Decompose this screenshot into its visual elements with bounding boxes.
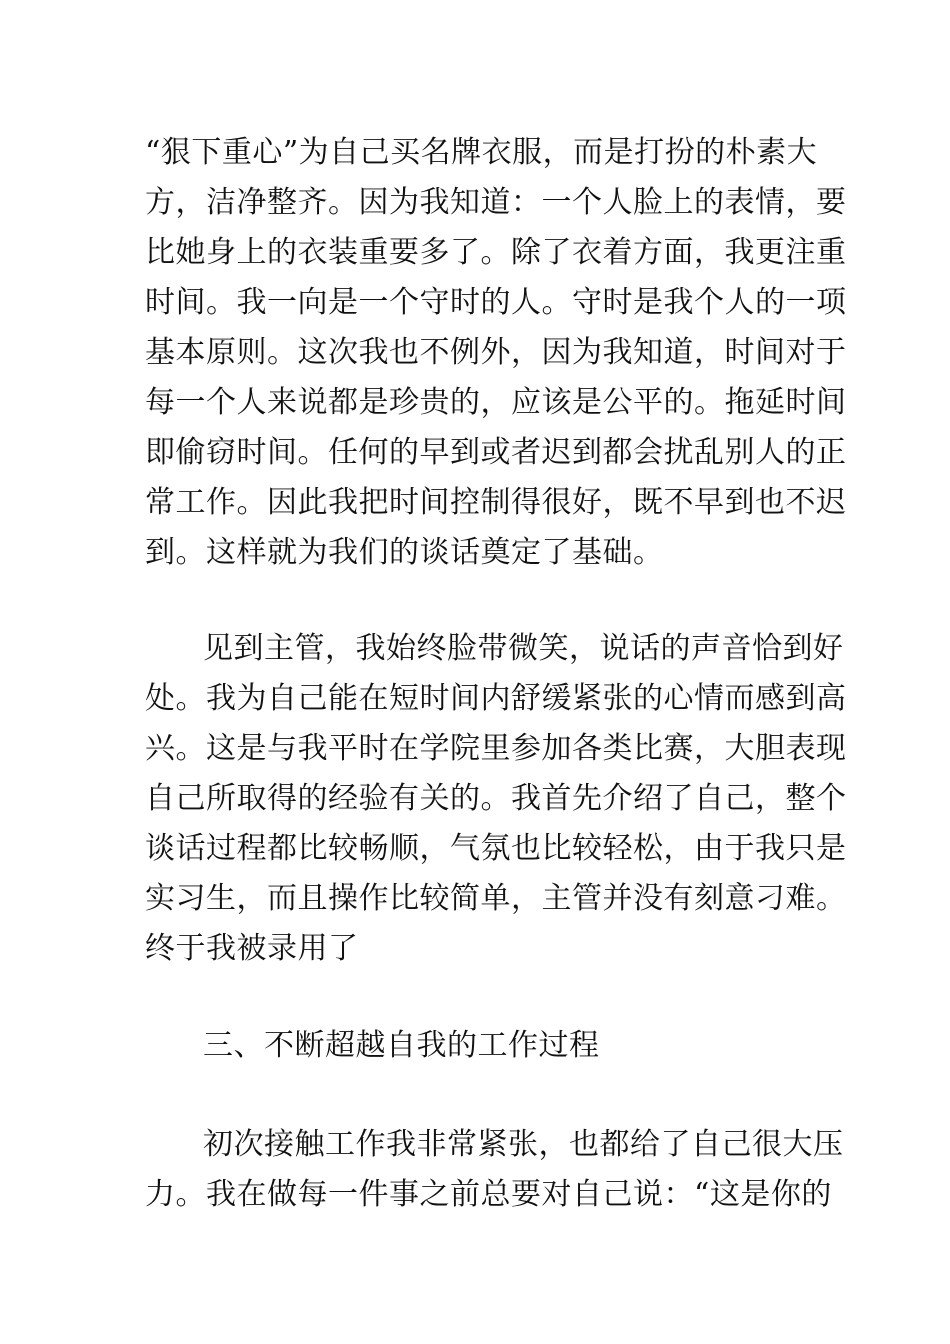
paragraph-2 bbox=[145, 624, 847, 974]
paragraph-line: 每一个人来说都是珍贵的，应该是公平的。拖延时间 bbox=[145, 385, 847, 420]
paragraph-line: 兴。这是与我平时在学院里参加各类比赛，大胆表现 bbox=[145, 731, 847, 766]
paragraph-3 bbox=[145, 1120, 844, 1220]
paragraph-line: 常工作。因此我把时间控制得很好，既不早到也不迟 bbox=[145, 485, 847, 520]
paragraph-line: 终于我被录用了 bbox=[145, 931, 359, 966]
paragraph-line: 比她身上的衣装重要多了。除了衣着方面，我更注重 bbox=[145, 235, 847, 270]
paragraph-line: 见到主管，我始终脸带微笑，说话的声音恰到好 bbox=[203, 631, 844, 666]
paragraph-line: 处。我为自己能在短时间内舒缓紧张的心情而感到高 bbox=[145, 681, 847, 716]
paragraph-line: 力。我在做每一件事之前总要对自己说：“这是你的 bbox=[145, 1177, 832, 1212]
paragraph-1 bbox=[145, 128, 847, 578]
paragraph-line: 时间。我一向是一个守时的人。守时是我个人的一项 bbox=[145, 285, 847, 320]
paragraph-line: 即偷窃时间。任何的早到或者迟到都会扰乱别人的正 bbox=[145, 435, 847, 470]
paragraph-line: 到。这样就为我们的谈话奠定了基础。 bbox=[145, 535, 664, 570]
section-heading-block bbox=[145, 1021, 810, 1071]
paragraph-line: 谈话过程都比较畅顺，气氛也比较轻松，由于我只是 bbox=[145, 831, 847, 866]
paragraph-line: 自己所取得的经验有关的。我首先介绍了自己，整个 bbox=[145, 781, 847, 816]
paragraph-line: 初次接触工作我非常紧张，也都给了自己很大压 bbox=[203, 1127, 844, 1162]
paragraph-line: 实习生，而且操作比较简单，主管并没有刻意刁难。 bbox=[145, 881, 847, 916]
paragraph-line: 方，洁净整齐。因为我知道：一个人脸上的表情，要 bbox=[145, 185, 847, 220]
paragraph-line: “狠下重心”为自己买名牌衣服，而是打扮的朴素大 bbox=[145, 135, 818, 170]
section-heading: 三、不断超越自我的工作过程 bbox=[203, 1028, 600, 1063]
paragraph-line: 基本原则。这次我也不例外，因为我知道，时间对于 bbox=[145, 335, 847, 370]
